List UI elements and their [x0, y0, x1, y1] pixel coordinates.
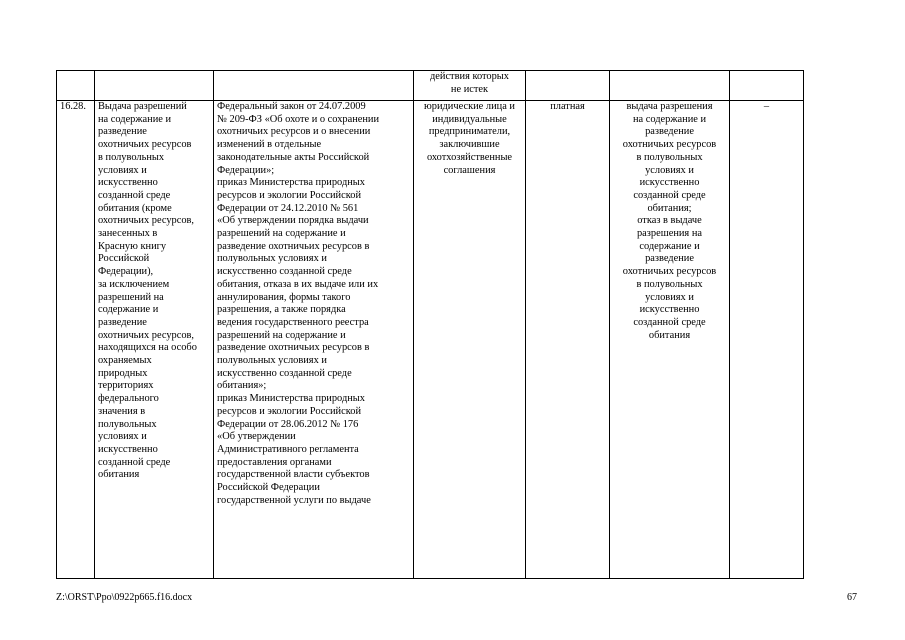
- cell-empty: [57, 71, 95, 101]
- table-row-continued: [57, 71, 804, 101]
- cell-result: выдача разрешения на содержание и разведение охотничьих ресурсов в полувольных условиях и искусственно созданной среде обитания; отказ в выдаче разрешения на содержание и разведение охотничьих ресурсов в полувольных условиях и искусственно созданной среде обитания: [610, 101, 730, 579]
- cell-applicants: юридические лица и индивидуальные предприниматели, заключившие охотхозяйственные соглашения: [414, 101, 526, 579]
- services-table: [56, 70, 804, 579]
- cell-empty: [610, 71, 730, 101]
- cell-last: –: [730, 101, 804, 579]
- cell-service-name: Выдача разрешений на содержание и разведение охотничьих ресурсов в полувольных условиях и искусственно созданной среде обитания (кроме охотничьих ресурсов, занесенных в Красную книгу Российской Федерации), за исключением разрешений на содержание и разведение охотничьих ресурсов, находящихся на особо охраняемых природных территориях федерального значения в полувольных условиях и искусственно созданной среде обитания: [95, 101, 214, 579]
- table-row: [57, 101, 804, 579]
- cell-legal-basis: Федеральный закон от 24.07.2009 № 209-ФЗ «Об охоте и о сохранении охотничьих ресурсов и о внесении изменений в отдельные законодательные акты Российской Федерации»; приказ Министерства природных ресурсов и экологии Российской Федерации от 24.12.2010 № 561 «Об утверждении порядка выдачи разрешений на содержание и разведение охотничьих ресурсов в полувольных условиях и искусственно созданной среде обитания, отказа в их выдаче или их аннулирования, формы такого разрешения, а также порядка ведения государственного реестра разрешений на содержание и разведение охотничьих ресурсов в полувольных условиях и искусственно созданной среде обитания»; приказ Министерства природных ресурсов и экологии Российской Федерации от 28.06.2012 № 176 «Об утверждении Административного регламента предоставления органами государственной власти субъектов Российской Федерации государственной услуги по выдаче: [214, 101, 414, 579]
- footer-page-number: 67: [847, 592, 857, 603]
- cell-empty: [526, 71, 610, 101]
- cell-row-number: 16.28.: [57, 101, 95, 579]
- cell-applicants-continued: действия которых не истек: [414, 71, 526, 101]
- cell-empty: [95, 71, 214, 101]
- cell-empty: [730, 71, 804, 101]
- cell-fee: платная: [526, 101, 610, 579]
- footer-file-path: Z:\ORST\Ppo\0922p665.f16.docx: [56, 592, 193, 603]
- cell-empty: [214, 71, 414, 101]
